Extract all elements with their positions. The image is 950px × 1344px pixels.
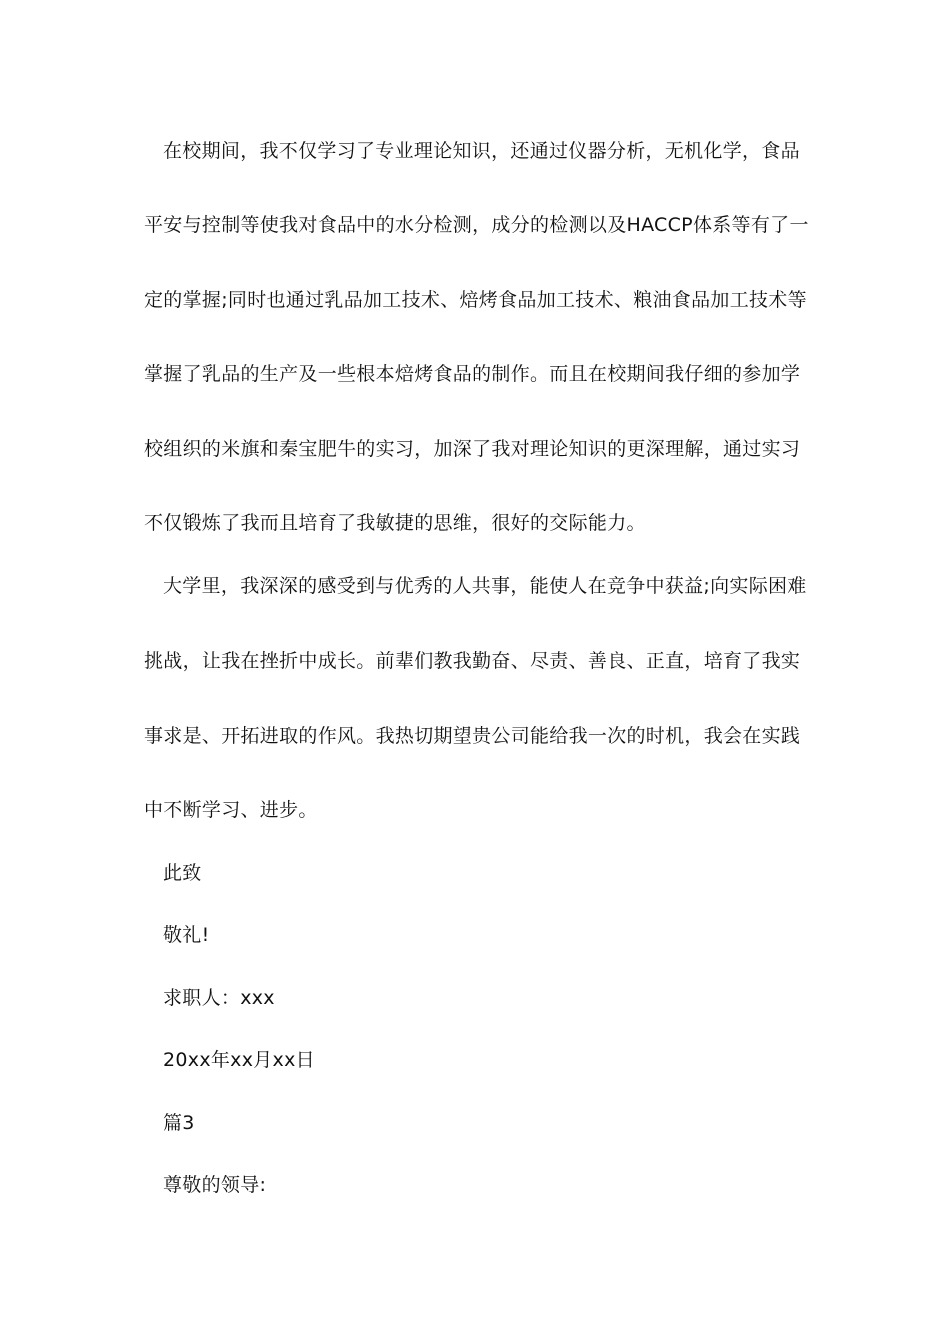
closing-regards: 敬礼! — [163, 924, 210, 946]
paragraph-2-line-3: 事求是、开拓进取的作风。我热切期望贵公司能给我一次的时机，我会在实践 — [144, 725, 801, 747]
section-heading: 篇3 — [163, 1112, 195, 1134]
paragraph-1-line-3: 定的掌握;同时也通过乳品加工技术、焙烤食品加工技术、粮油食品加工技术等 — [144, 289, 807, 311]
paragraph-1-line-5: 校组织的米旗和秦宝肥牛的实习，加深了我对理论知识的更深理解，通过实习 — [144, 438, 801, 460]
applicant-signature: 求职人：xxx — [163, 987, 275, 1009]
paragraph-1-line-6: 不仅锻炼了我而且培育了我敏捷的思维，很好的交际能力。 — [144, 512, 646, 534]
paragraph-1-line-1: 在校期间，我不仅学习了专业理论知识，还通过仪器分析，无机化学，食品 — [163, 140, 800, 162]
letter-date: 20xx年xx月xx日 — [163, 1049, 315, 1071]
closing-salutation: 此致 — [163, 862, 202, 884]
letter-greeting: 尊敬的领导: — [163, 1174, 267, 1196]
paragraph-1-line-2: 平安与控制等使我对食品中的水分检测，成分的检测以及HACCP体系等有了一 — [144, 214, 809, 236]
paragraph-2-line-1: 大学里，我深深的感受到与优秀的人共事，能使人在竞争中获益;向实际困难 — [163, 575, 807, 597]
paragraph-1-line-4: 掌握了乳品的生产及一些根本焙烤食品的制作。而且在校期间我仔细的参加学 — [144, 363, 801, 385]
paragraph-2-line-4: 中不断学习、进步。 — [144, 799, 318, 821]
paragraph-2-line-2: 挑战，让我在挫折中成长。前辈们教我勤奋、尽责、善良、正直，培育了我实 — [144, 650, 801, 672]
